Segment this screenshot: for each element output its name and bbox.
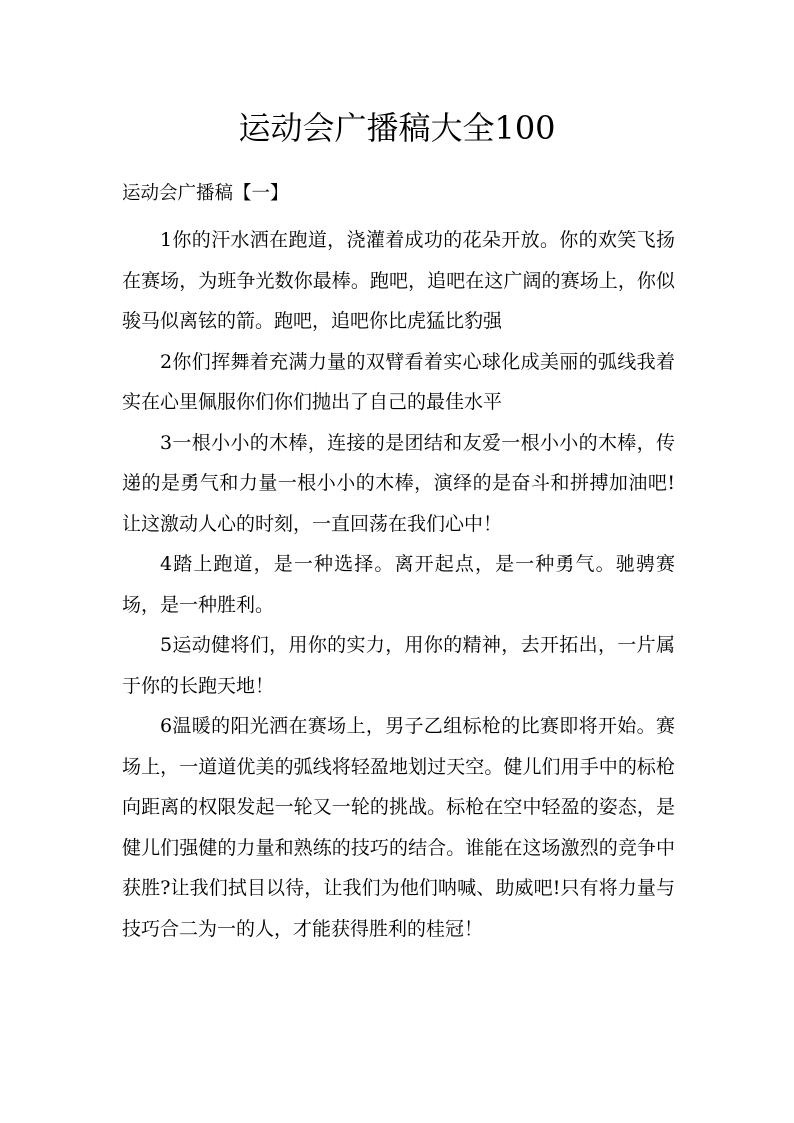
paragraph-3: 3一根小小的木棒，连接的是团结和友爱一根小小的木棒，传递的是勇气和力量一根小小的木棒，演绎的是奋斗和拼搏加油吧!让这激动人心的时刻，一直回荡在我们心中！ (122, 431, 675, 535)
paragraph-4: 4踏上跑道，是一种选择。离开起点，是一种勇气。驰骋赛场，是一种胜利。 (122, 553, 675, 616)
paragraph-5: 5运动健将们，用你的实力，用你的精神，去开拓出，一片属于你的长跑天地！ (122, 634, 675, 697)
paragraph-2: 2你们挥舞着充满力量的双臂看着实心球化成美丽的弧线我着实在心里佩服你们你们抛出了自己的最佳水平 (122, 350, 675, 413)
document-body (122, 220, 675, 949)
paragraph-1: 1你的汗水洒在跑道，浇灌着成功的花朵开放。你的欢笑飞扬在赛场，为班争光数你最棒。跑吧，追吧在这广阔的赛场上，你似骏马似离铉的箭。跑吧，追吧你比虎猛比豹强 (122, 229, 675, 332)
paragraph-6: 6温暖的阳光洒在赛场上，男子乙组标枪的比赛即将开始。赛场上，一道道优美的弧线将轻盈地划过天空。健儿们用手中的标枪向距离的权限发起一轮又一轮的挑战。标枪在空中轻盈的姿态，是健儿们强健的力量和熟练的技巧的结合。谁能在这场激烈的竞争中获胜?让我们拭目以待，让我们为他们呐喊、助威吧!只有将力量与技巧合二为一的人，才能获得胜利的桂冠！ (122, 715, 675, 940)
document-title: 运动会广播稿大全100 (238, 109, 556, 147)
section-heading: 运动会广播稿【一】 (122, 183, 289, 204)
